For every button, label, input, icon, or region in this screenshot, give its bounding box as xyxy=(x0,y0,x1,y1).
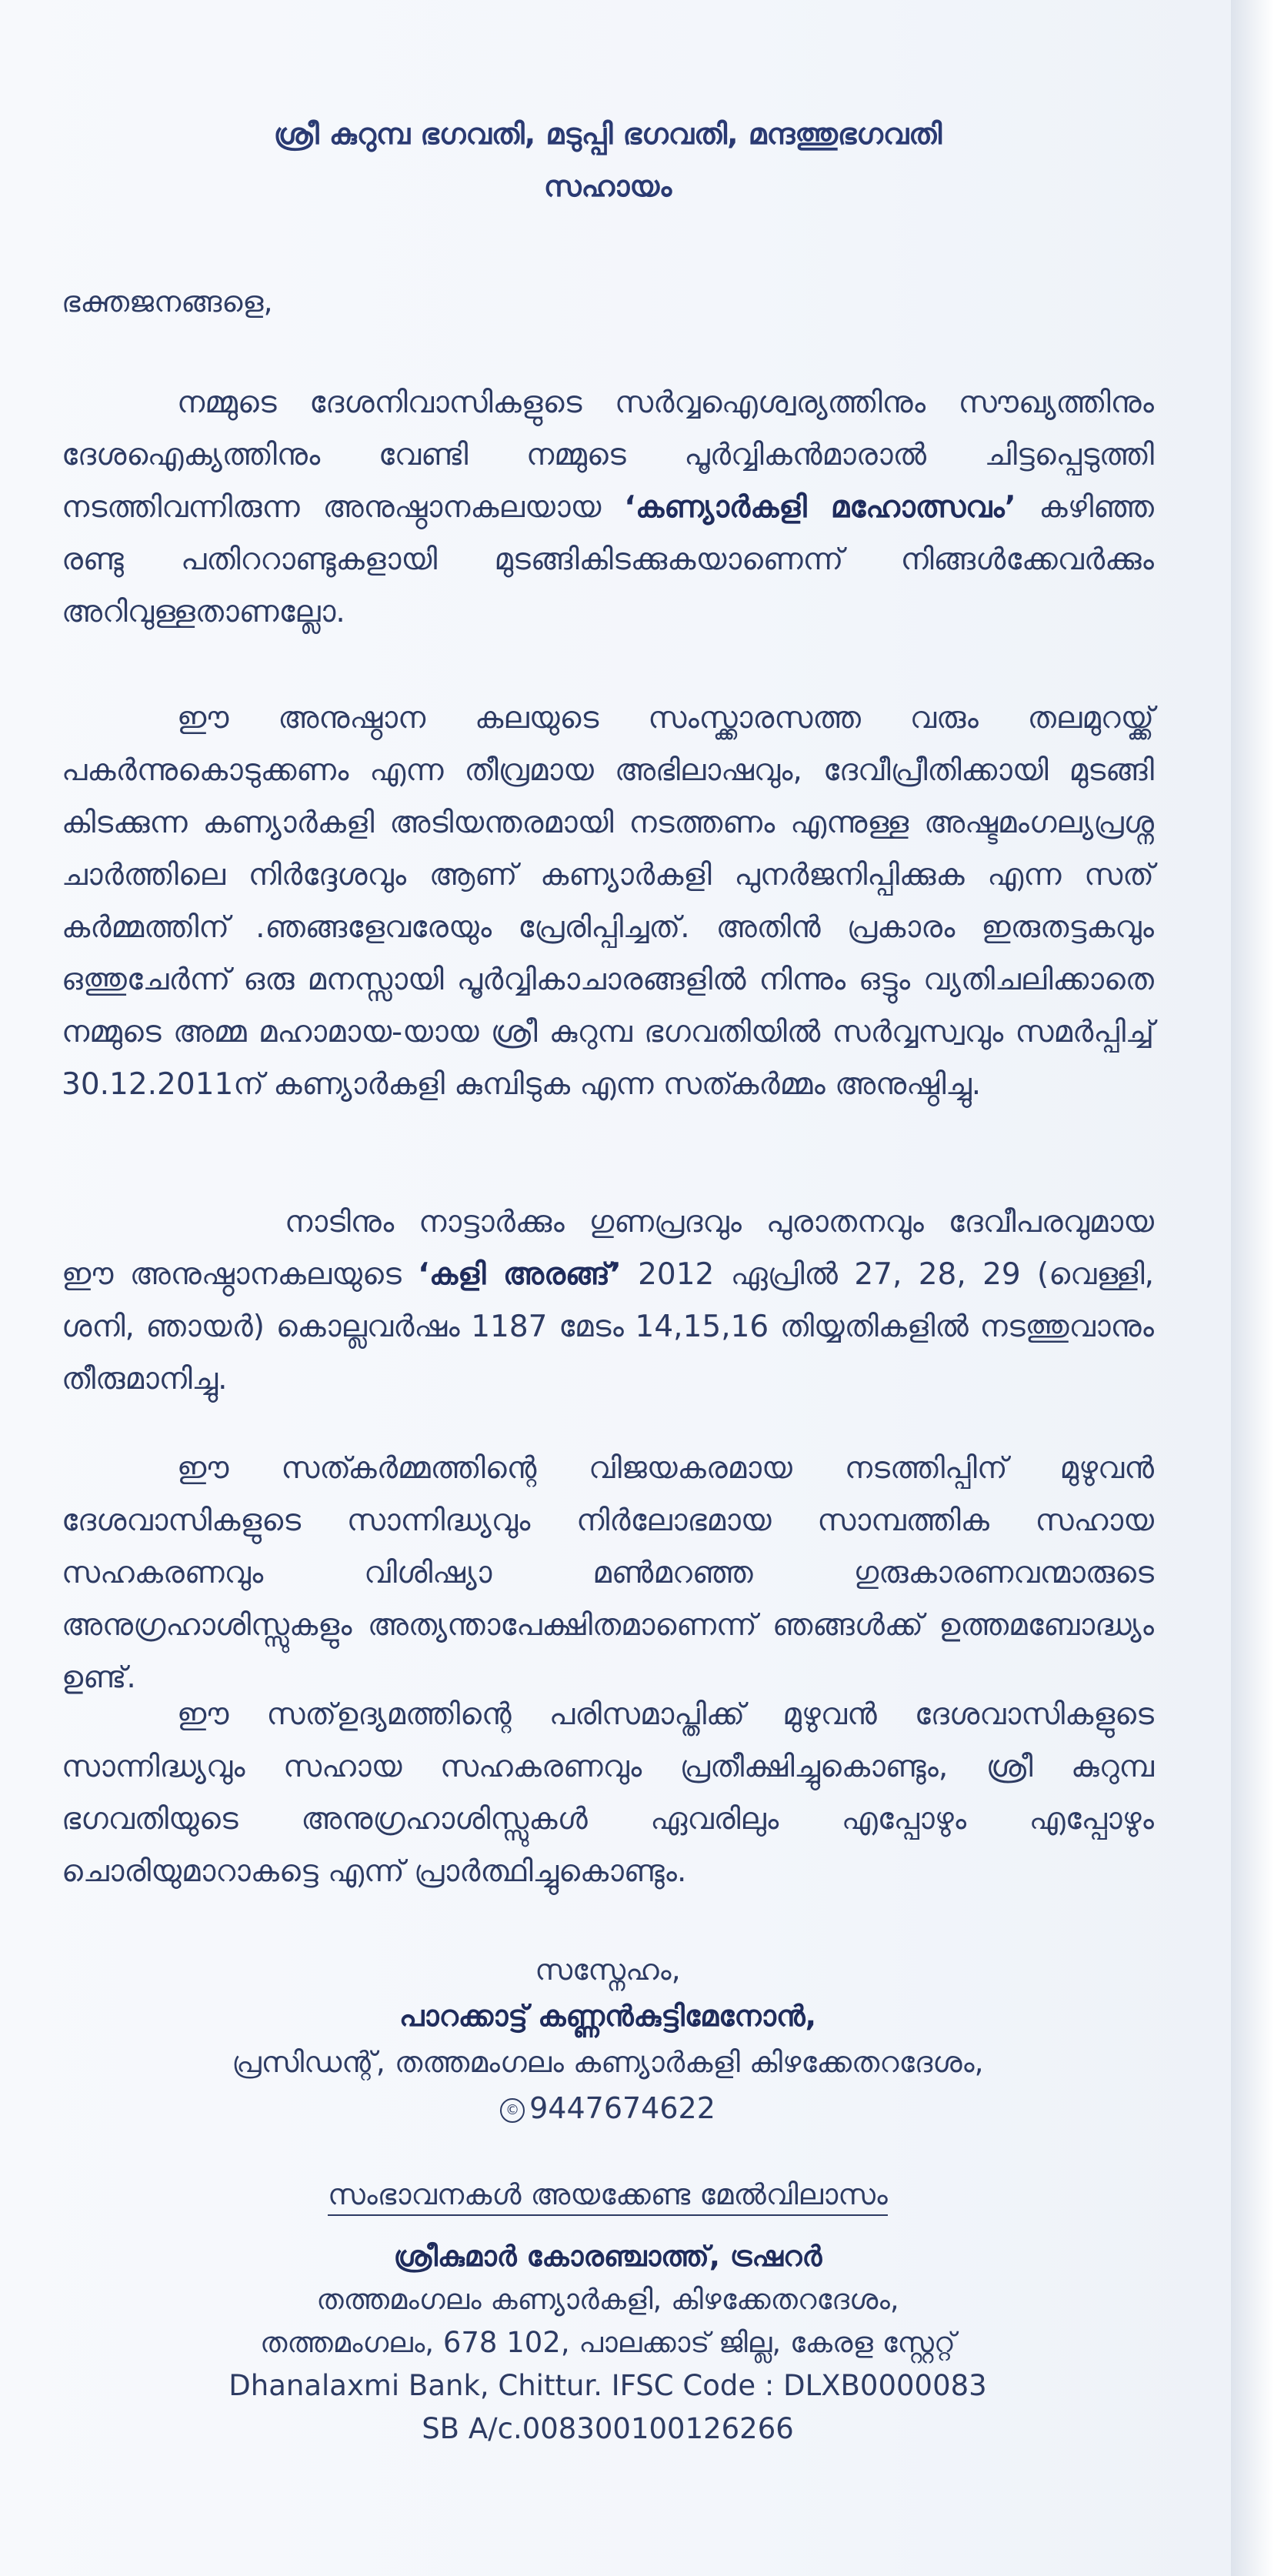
paragraph-2-text: ഈ അനുഷ്ഠാന കലയുടെ സംസ്ക്കാരസത്ത വരും തലമുറയ്ക്ക് പകർന്നുകൊടുക്കണം എന്ന തീവ്രമായ അഭിലാഷവും, ദേവീപ്രീതിക്കായി മുടങ്ങി കിടക്കുന്ന കണ്യാർകളി അടിയന്തരമായി നടത്തണം എന്നുള്ള അഷ്ടമംഗല്യപ്രശ്ന ചാർത്തിലെ നിർദ്ദേശവും ആണ് കണ്യാർകളി പുനർജനിപ്പിക്കുക എന്ന സത് കർമ്മത്തിന് .ഞങ്ങളേവരേയും പ്രേരിപ്പിച്ചത്. അതിൻ പ്രകാരം ഇരുതട്ടകവും ഒത്തുചേർന്ന് ഒരു മനസ്സായി പൂർവ്വികാചാരങ്ങളിൽ നിന്നും ഒട്ടും വ്യതിചലിക്കാതെ നമ്മുടെ അമ്മ മഹാമായ-യായ ശ്രീ കുറുമ്പ ഭഗവതിയിൽ സർവ്വസ്വവും സമർപ്പിച്ച് 30.12.2011ന് കണ്യാർകളി കുമ്പിടുക എന്ന സത്കർമ്മം അനുഷ്ഠിച്ചു. xyxy=(62,701,1154,1102)
paragraph-1 xyxy=(62,377,1154,639)
paragraph-1-bold: ‘കണ്യാർകളി മഹോത്സവം’ xyxy=(624,490,1016,525)
paragraph-4-text: ഈ സത്കർമ്മത്തിന്റെ വിജയകരമായ നടത്തിപ്പിന് മുഴുവൻ ദേശവാസികളുടെ സാന്നിദ്ധ്യവും നിർലോഭമായ സാമ്പത്തിക സഹായ സഹകരണവും വിശിഷ്യാ മൺമറഞ്ഞ ഗുരുകാരണവന്മാരുടെ അനുഗ്രഹാശിസ്സുകളും അത്യന്താപേക്ഷിതമാണെന്ന് ഞങ്ങൾക്ക് ഉത്തമബോദ്ധ്യം ഉണ്ട്. xyxy=(62,1451,1154,1695)
address-line-2: തത്തമംഗലം, 678 102, പാലക്കാട് ജില്ല, കേരള സ്റ്റേറ്റ് xyxy=(260,2326,956,2359)
phone-icon: © xyxy=(500,2098,525,2123)
heading-sahayam: സഹായം xyxy=(543,169,672,203)
signature-phone xyxy=(62,2085,1154,2131)
bank-details: Dhanalaxmi Bank, Chittur. IFSC Code : DLXB0000083 xyxy=(228,2369,987,2402)
paragraph-3-text-a: നാടിനും നാട്ടാർക്കും ഗുണപ്രദവും പുരാതനവും ദേവീപരവുമായ ഈ അനുഷ്ഠാനകലയുടെ xyxy=(62,1205,1154,1292)
signature-name: പാറക്കാട്ട് കണ്ണൻകുട്ടിമേനോൻ, xyxy=(399,1999,817,2033)
address-title xyxy=(62,2177,1154,2212)
paper-edge xyxy=(1231,0,1274,2576)
heading-deities: ശ്രീ കുറുമ്പ ഭഗവതി, മടുപ്പി ഭഗവതി, മന്ദത്തുഭഗവതി xyxy=(273,117,942,151)
phone-number: 9447674622 xyxy=(529,2091,715,2125)
paragraph-3 xyxy=(62,1196,1154,1406)
paragraph-1-text-b: കഴിഞ്ഞ രണ്ടു പതിററാണ്ടുകളായി മുടങ്ങികിടക്കുകയാണെന്ന് നിങ്ങൾക്കേവർക്കും അറിവുള്ളതാണല്ലോ. xyxy=(62,490,1154,629)
paragraph-3-text-b: 2012 ഏപ്രിൽ 27, 28, 29 (വെള്ളി, ശനി, ഞായർ) കൊല്ലവർഷം 1187 മേടം 14,15,16 തിയ്യതികളിൽ നടത്തുവാനും തീരുമാനിച്ചു. xyxy=(62,1257,1155,1396)
account-number: SB A/c.008300100126266 xyxy=(422,2412,794,2445)
paragraph-2 xyxy=(62,692,1154,1111)
paragraph-5-text: ഈ സത്ഉദ്യമത്തിന്റെ പരിസമാപ്തിക്ക് മുഴുവൻ ദേശവാസികളുടെ സാന്നിദ്ധ്യവും സഹായ സഹകരണവും പ്രതീക്ഷിച്ചുകൊണ്ടും, ശ്രീ കുറുമ്പ ഭഗവതിയുടെ അനുഗ്രഹാശിസ്സുകൾ ഏവരിലും എപ്പോഴും എപ്പോഴും ചൊരിയുമാറാകട്ടെ എന്ന് പ്രാർത്ഥിച്ചുകൊണ്ടും. xyxy=(62,1697,1154,1889)
signature-block xyxy=(62,1947,1154,2131)
address-line-1: തത്തമംഗലം കണ്യാർകളി, കിഴക്കേതറദേശം, xyxy=(316,2283,899,2316)
address-title-text: സംഭാവനകൾ അയക്കേണ്ട മേൽവിലാസം xyxy=(328,2177,888,2216)
greeting: ഭക്തജനങ്ങളെ, xyxy=(62,285,273,319)
paragraph-1-text-a: നമ്മുടെ ദേശനിവാസികളുടെ സർവ്വഐശ്വര്യത്തിനും സൗഖ്യത്തിനും ദേശഐക്യത്തിനും വേണ്ടി നമ്മുടെ പൂർവ്വികൻമാരാൽ ചിട്ടപ്പെടുത്തി നടത്തിവന്നിരുന്ന അനുഷ്ഠാനകലയായ xyxy=(62,385,1154,525)
signature-title: പ്രസിഡന്റ്, തത്തമംഗലം കണ്യാർകളി കിഴക്കേതറദേശം, xyxy=(232,2045,984,2079)
paragraph-5 xyxy=(62,1689,1154,1898)
paragraph-4 xyxy=(62,1443,1154,1704)
signature-closing: സസ്നേഹം, xyxy=(535,1953,681,1987)
treasurer-name: ശ്രീകുമാർ കോരഞ്ചാത്ത്, ട്രഷറർ xyxy=(393,2240,822,2273)
paragraph-3-bold: ‘കളി അരങ്ങ്’ xyxy=(418,1257,622,1292)
address-block xyxy=(62,2235,1154,2451)
